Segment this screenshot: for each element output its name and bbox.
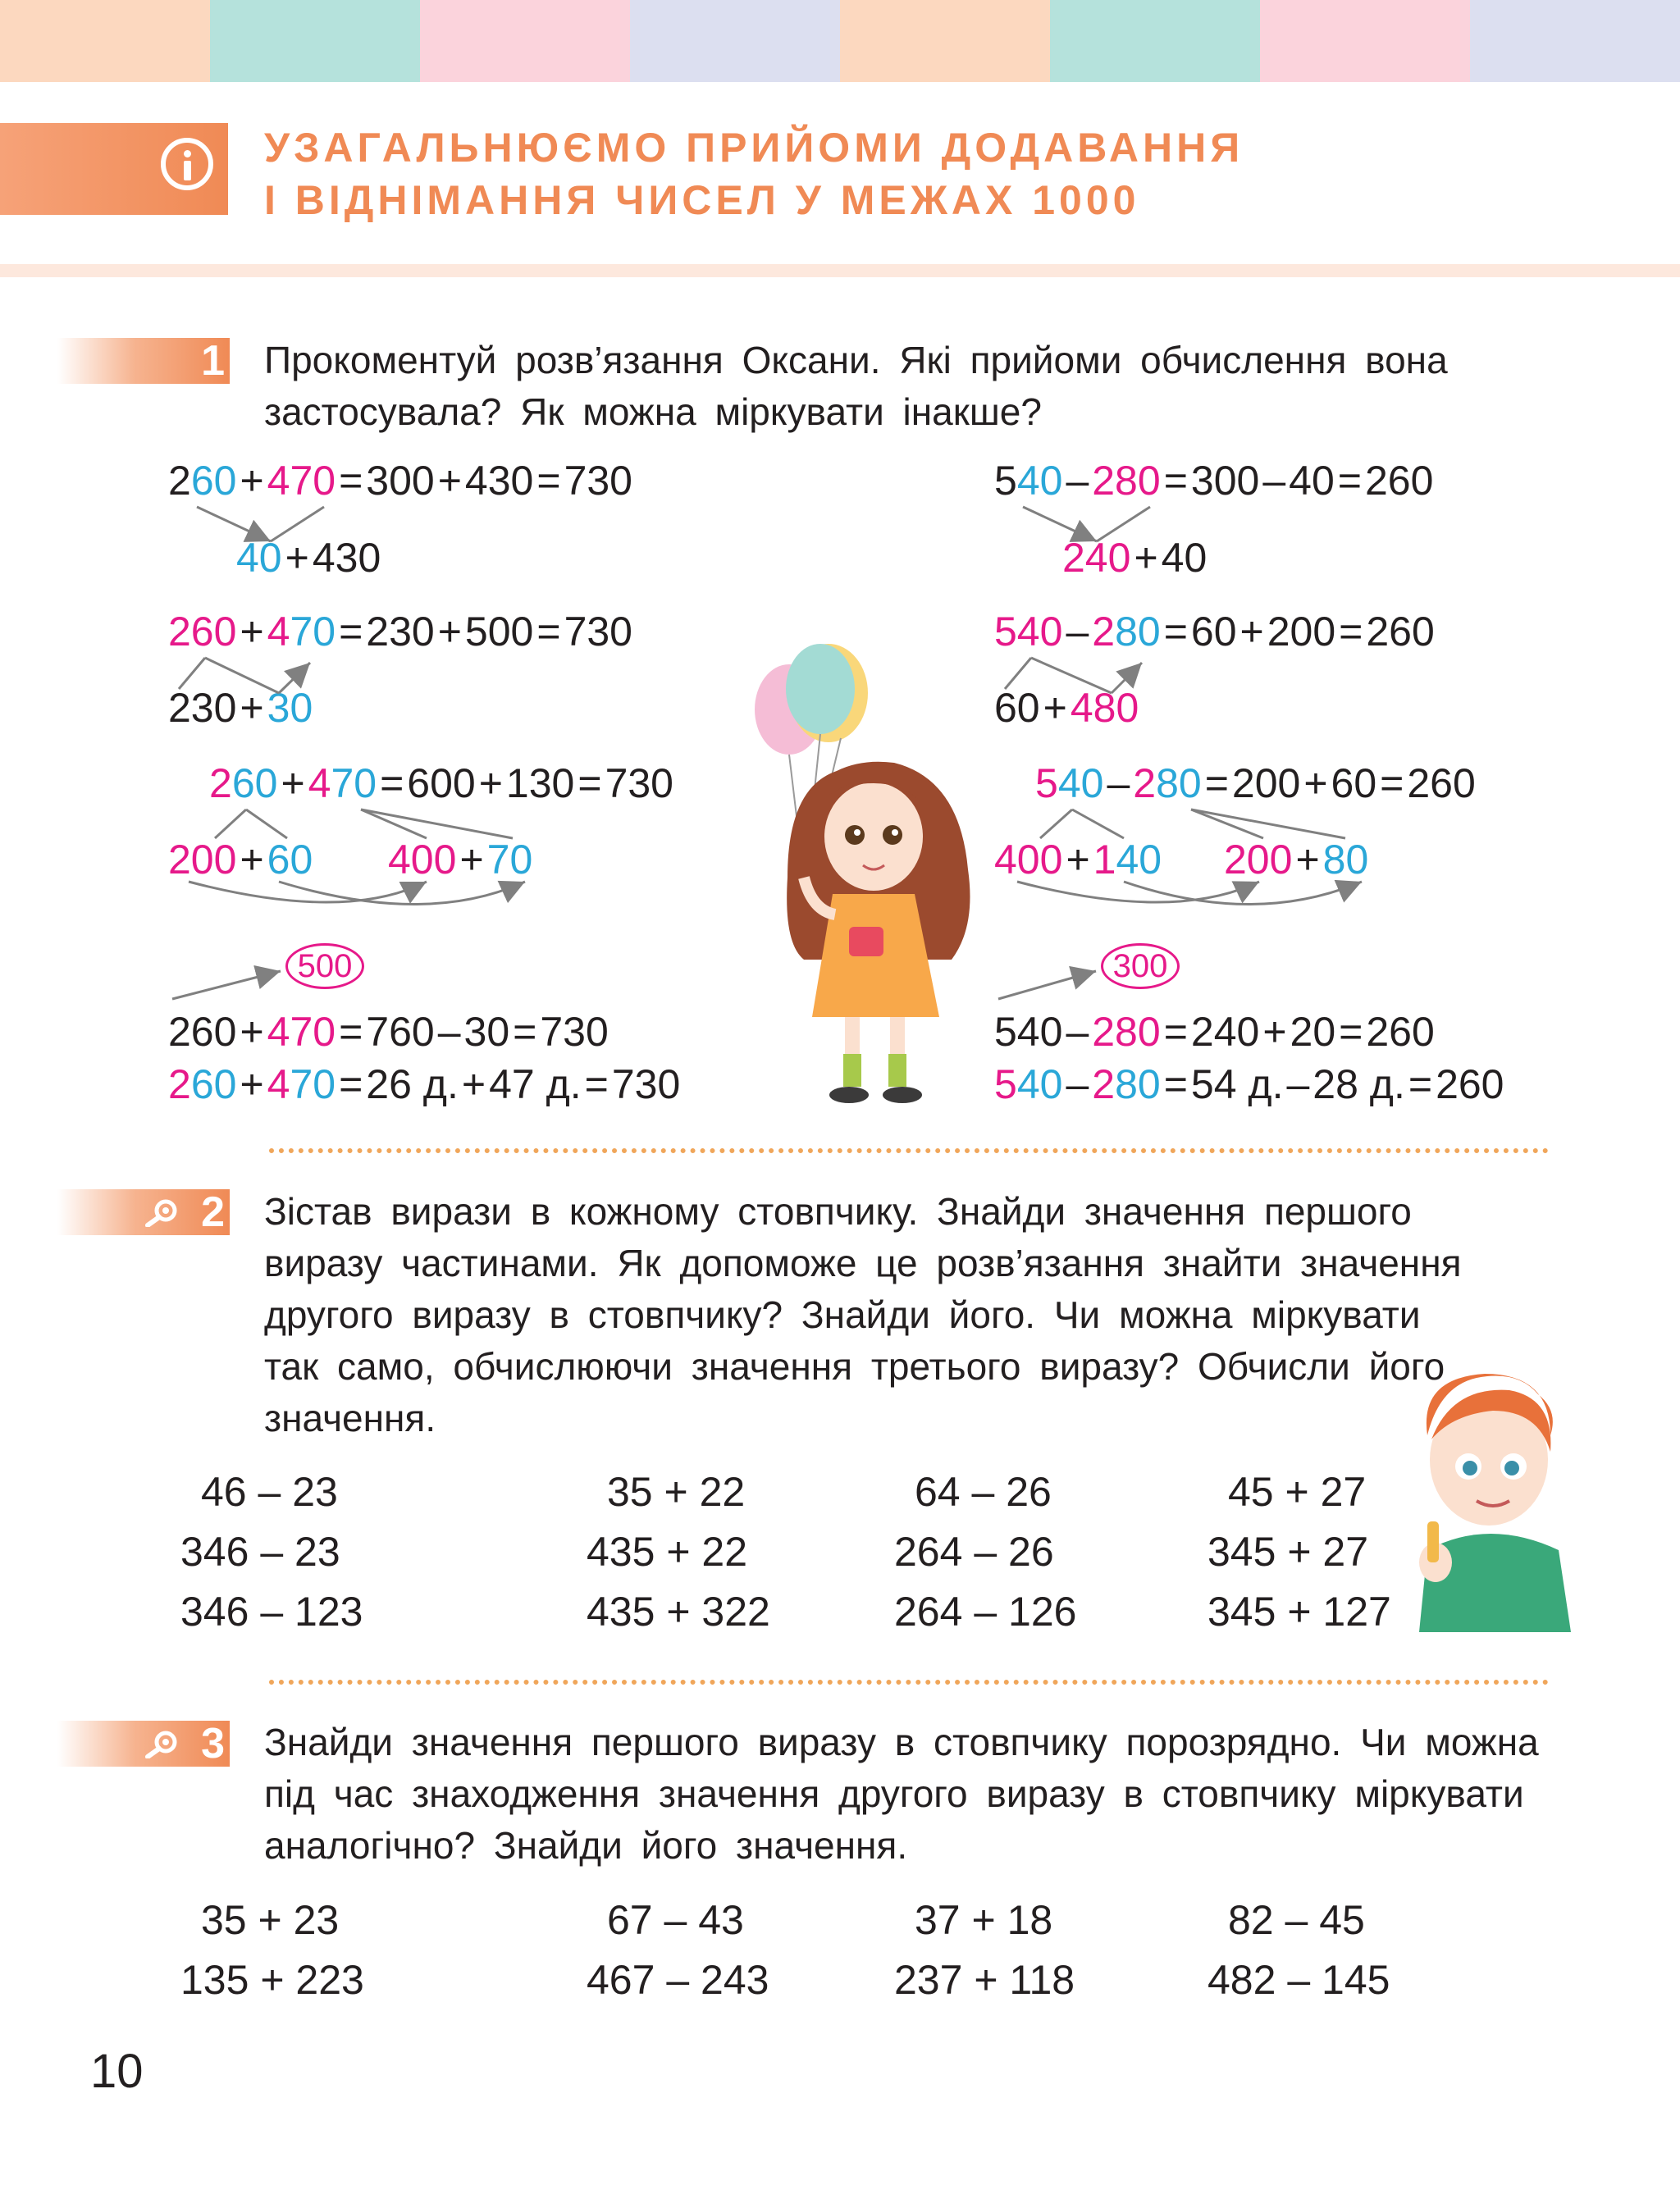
expression: 435 + 22 [587,1529,748,1575]
circled-number: 500 [285,943,364,989]
equation: 540–280=200+60=260 [1035,760,1476,806]
equation: 260+470=230+500=730 [168,609,632,654]
expression: 345 + 127 [1208,1589,1391,1635]
expression: 346 – 123 [180,1589,363,1635]
task-3-text: Знайди значення першого виразу в стовпчику порозрядно. Чи можна під час знаходження значення другого виразу в стовпчику міркувати аналогічно? Знайди його значення. [264,1721,1539,1867]
expression: 482 – 145 [1208,1957,1390,2003]
equation-step: 240+40 [1062,535,1208,581]
equation-step: 40+430 [236,535,381,581]
equation: 540–280=60+200=260 [994,609,1435,654]
expression: 82 – 45 [1228,1897,1365,1943]
expression: 46 – 23 [201,1469,338,1515]
title-line-2: І ВІДНІМАННЯ ЧИСЕЛ У МЕЖАХ 1000 [264,177,1140,223]
expression-column [587,1462,853,1642]
expression: 264 – 26 [894,1529,1054,1575]
expression: 45 + 27 [1228,1469,1367,1515]
expression-column [180,1462,447,1642]
expression: 35 + 22 [607,1469,746,1515]
expression-column [1208,1890,1474,2010]
expression: 64 – 26 [915,1469,1052,1515]
magnifier-icon [143,1197,179,1227]
page-number: 10 [90,2045,144,2098]
equation-step: 200+80 [1224,837,1369,883]
equation-step: 400+140 [994,837,1162,883]
task-1-text: Прокоментуй розв’язання Оксани. Які прийоми обчислення вона застосувала? Як можна міркувати інакше? [264,339,1448,433]
expression: 346 – 23 [180,1529,340,1575]
task-2-number: 2 [201,1188,225,1236]
section-divider [269,1680,1549,1685]
equation: 260+470=760–30=730 [168,1009,609,1055]
equation-step: 60+480 [994,685,1139,731]
task-2-text: Зістав вирази в кожному стовпчику. Знайди значення першого виразу частинами. Як допоможе це розв’язання знайти значення другого виразу в стовпчику? Знайди його. Чи можна міркувати так само, обчислюючи значення третього виразу? Обчисли його значення. [264,1190,1462,1439]
boy-illustration [1395,1361,1583,1632]
circled-number: 300 [1101,943,1180,989]
expression-column [894,1462,1161,1642]
task-3-number: 3 [201,1720,225,1767]
task-3-badge [57,1721,230,1767]
expression: 345 + 27 [1208,1529,1369,1575]
equation: 260+470=26 д.+47 д.=730 [168,1061,681,1107]
expression-column [894,1890,1161,2010]
equation: 260+470=600+130=730 [209,760,673,806]
expression: 135 + 223 [180,1957,364,2003]
equation-step: 400+70 [388,837,533,883]
equation: 260+470=300+430=730 [168,458,632,504]
equation: 540–280=300–40=260 [994,458,1434,504]
expression: 264 – 126 [894,1589,1077,1635]
equation: 540–280=54 д.–28 д.=260 [994,1061,1504,1107]
title-line-1: УЗАГАЛЬНЮЄМО ПРИЙОМИ ДОДАВАННЯ [264,125,1244,171]
expression: 37 + 18 [915,1897,1053,1943]
expression: 237 + 118 [894,1957,1075,2003]
equation: 540–280=240+20=260 [994,1009,1435,1055]
magnifier-icon [143,1729,179,1758]
task-1-number: 1 [201,337,225,385]
task-2-badge [57,1189,230,1235]
expression: 467 – 243 [587,1957,769,2003]
expression: 35 + 23 [201,1897,340,1943]
equation-step: 230+30 [168,685,313,731]
girl-with-balloons-illustration [738,632,1001,1124]
expression-column [587,1890,853,2010]
section-divider [269,1148,1549,1153]
expression-column [180,1890,447,2010]
expression: 435 + 322 [587,1589,770,1635]
expression: 67 – 43 [607,1897,744,1943]
equation-step: 200+60 [168,837,313,883]
